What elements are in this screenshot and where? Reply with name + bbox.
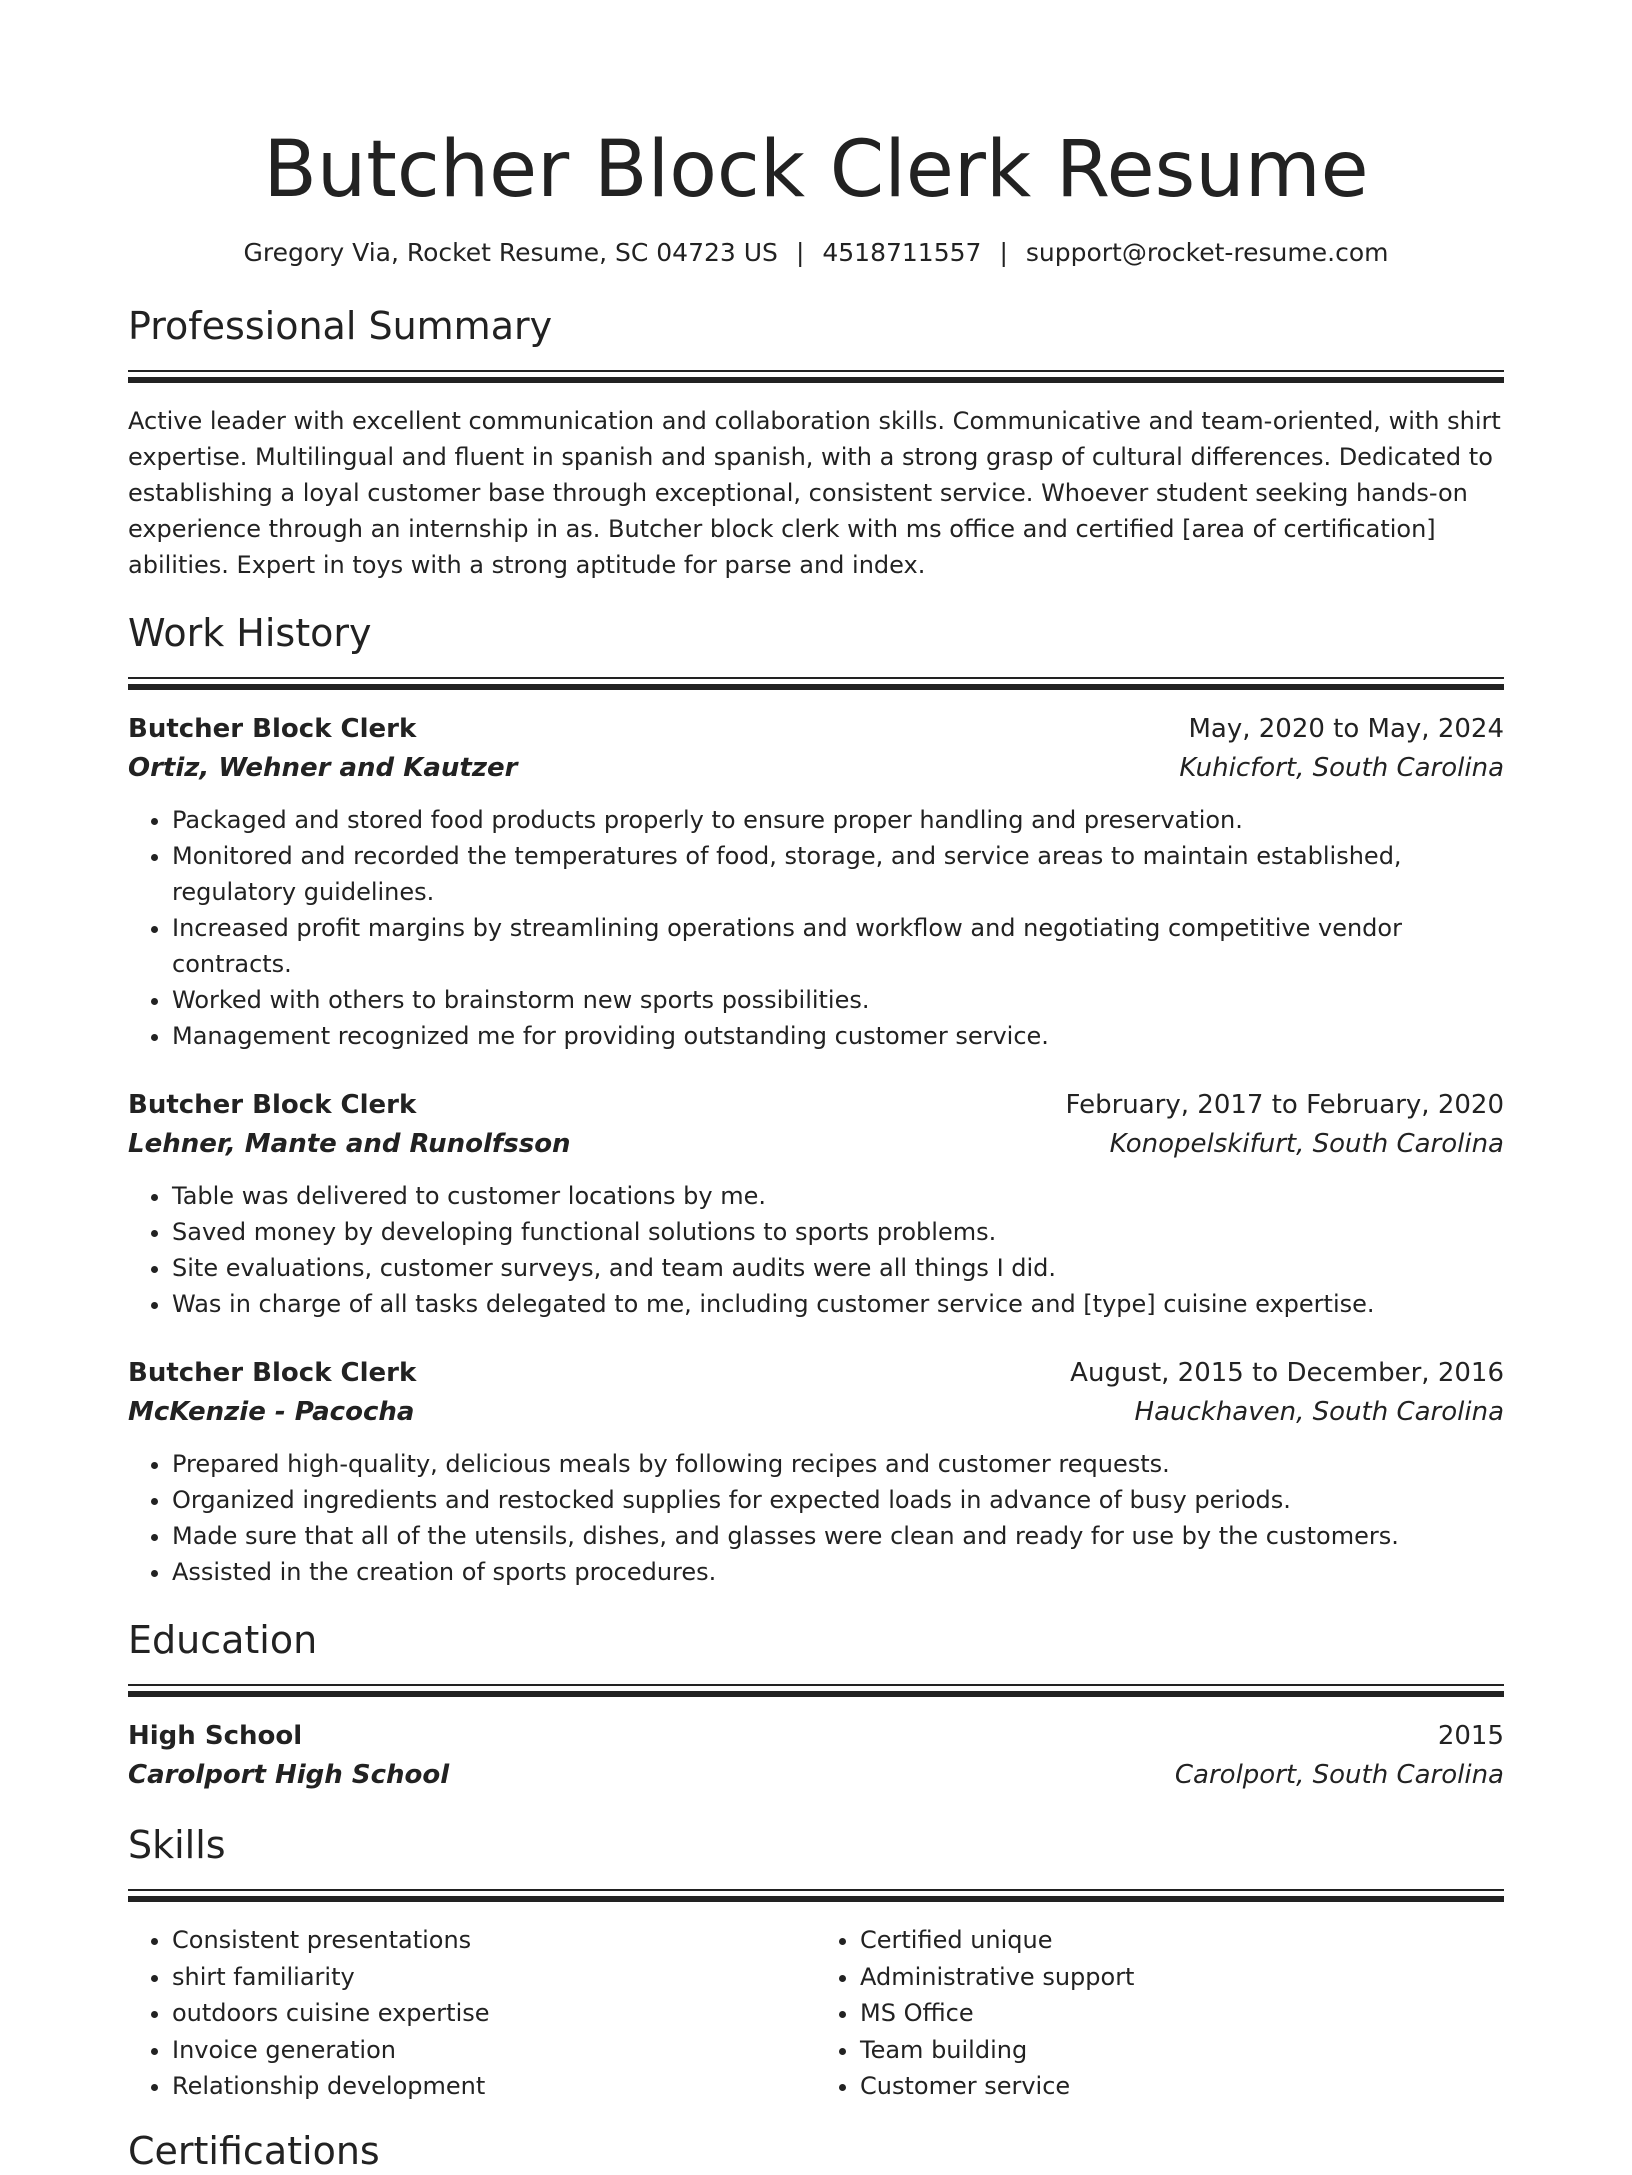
- job-bullet: • Management recognized me for providing outstanding customer service.: [172, 1018, 1504, 1054]
- skill-item: • Relationship development: [172, 2068, 816, 2105]
- job-location: Kuhicfort, South Carolina: [1179, 753, 1504, 783]
- job-company: McKenzie - Pacocha: [128, 1397, 415, 1427]
- contact-line: [128, 236, 1504, 270]
- skill-item: • shirt familiarity: [172, 1959, 816, 1996]
- job-header: [128, 710, 1504, 748]
- job-bullet: • Was in charge of all tasks delegated to me, including customer service and [type] cuisine expertise.: [172, 1286, 1504, 1322]
- job-dates: August, 2015 to December, 2016: [1070, 1358, 1504, 1388]
- job-header: [128, 1354, 1504, 1392]
- job-bullet: • Monitored and recorded the temperatures of food, storage, and service areas to maintain established, regulatory guidelines.: [172, 838, 1504, 910]
- contact-phone: 4518711557: [822, 238, 982, 267]
- skills-list-left: [128, 1922, 816, 2105]
- job-list: [128, 710, 1504, 1590]
- skill-item: • MS Office: [860, 1995, 1504, 2032]
- job-entry: [128, 710, 1504, 1054]
- job-subheader: [128, 748, 1504, 788]
- job-bullets: [128, 802, 1504, 1054]
- job-bullet: • Prepared high-quality, delicious meals by following recipes and customer requests.: [172, 1446, 1504, 1482]
- education-section: [128, 1616, 1504, 1795]
- skill-item: • Certified unique: [860, 1922, 1504, 1959]
- skills-section: [128, 1821, 1504, 2105]
- job-title: Butcher Block Clerk: [128, 1090, 417, 1120]
- skills-list-right: [816, 1922, 1504, 2105]
- job-title: Butcher Block Clerk: [128, 714, 417, 744]
- section-divider: [128, 677, 1504, 690]
- job-bullet: • Saved money by developing functional solutions to sports problems.: [172, 1214, 1504, 1250]
- contact-separator: |: [795, 238, 805, 267]
- section-heading-education: Education: [128, 1618, 318, 1662]
- skill-item: • Customer service: [860, 2068, 1504, 2105]
- skill-item: • outdoors cuisine expertise: [172, 1995, 816, 2032]
- resume-title: Butcher Block Clerk Resume: [263, 125, 1369, 215]
- work-history-section: [128, 609, 1504, 1590]
- job-bullets: [128, 1446, 1504, 1590]
- summary-text: Active leader with excellent communication and collaboration skills. Communicative and team-oriented, with shirt expertise. Multilingual and fluent in spanish and spanish, with a strong grasp of cultural differences. Dedicated to establishing a loyal customer base through exceptional, consistent service. Whoever student seeking hands-on experience through an internship in as. Butcher block clerk with ms office and certified [area of certification] abilities. Expert in toys with a strong aptitude for parse and index.: [128, 407, 1501, 579]
- job-bullets: [128, 1178, 1504, 1322]
- certifications-section: [128, 2127, 1504, 2175]
- job-subheader: [128, 1124, 1504, 1164]
- education-degree: High School: [128, 1721, 303, 1751]
- resume-page: [128, 0, 1504, 2175]
- job-location: Konopelskifurt, South Carolina: [1109, 1129, 1504, 1159]
- job-bullet: • Worked with others to brainstorm new sports possibilities.: [172, 982, 1504, 1018]
- job-bullet: • Packaged and stored food products properly to ensure proper handling and preservation.: [172, 802, 1504, 838]
- skill-item: • Administrative support: [860, 1959, 1504, 1996]
- job-bullet: • Site evaluations, customer surveys, and team audits were all things I did.: [172, 1250, 1504, 1286]
- section-heading-skills: Skills: [128, 1823, 226, 1867]
- education-school: Carolport High School: [128, 1760, 450, 1790]
- section-divider: [128, 1889, 1504, 1902]
- education-year: 2015: [1437, 1721, 1504, 1751]
- job-entry: [128, 1086, 1504, 1322]
- job-dates: February, 2017 to February, 2020: [1065, 1090, 1504, 1120]
- education-header: [128, 1717, 1504, 1755]
- contact-address: Gregory Via, Rocket Resume, SC 04723 US: [243, 238, 778, 267]
- job-header: [128, 1086, 1504, 1124]
- section-divider: [128, 1684, 1504, 1697]
- job-title: Butcher Block Clerk: [128, 1358, 417, 1388]
- job-company: Lehner, Mante and Runolfsson: [128, 1129, 571, 1159]
- job-bullet: • Assisted in the creation of sports procedures.: [172, 1554, 1504, 1590]
- section-heading-certifications: Certifications: [128, 2128, 380, 2173]
- job-company: Ortiz, Wehner and Kautzer: [128, 753, 518, 783]
- skills-columns: [128, 1922, 1504, 2105]
- section-heading-summary: Professional Summary: [128, 304, 553, 348]
- job-subheader: [128, 1392, 1504, 1432]
- job-bullet: • Table was delivered to customer locations by me.: [172, 1178, 1504, 1214]
- skill-item: • Consistent presentations: [172, 1922, 816, 1959]
- summary-section: [128, 302, 1504, 583]
- contact-separator: |: [999, 238, 1008, 267]
- job-bullet: • Organized ingredients and restocked supplies for expected loads in advance of busy periods.: [172, 1482, 1504, 1518]
- education-subheader: [128, 1755, 1504, 1795]
- job-bullet: • Made sure that all of the utensils, dishes, and glasses were clean and ready for use by the customers.: [172, 1518, 1504, 1554]
- job-location: Hauckhaven, South Carolina: [1134, 1397, 1504, 1427]
- contact-email: support@rocket-resume.com: [1025, 238, 1389, 267]
- section-divider: [128, 370, 1504, 383]
- section-heading-work-history: Work History: [128, 611, 372, 655]
- skill-item: • Invoice generation: [172, 2032, 816, 2069]
- job-dates: May, 2020 to May, 2024: [1188, 714, 1504, 744]
- education-location: Carolport, South Carolina: [1174, 1760, 1504, 1790]
- job-bullet: • Increased profit margins by streamlining operations and workflow and negotiating competitive vendor contracts.: [172, 910, 1504, 982]
- skill-item: • Team building: [860, 2032, 1504, 2069]
- job-entry: [128, 1354, 1504, 1590]
